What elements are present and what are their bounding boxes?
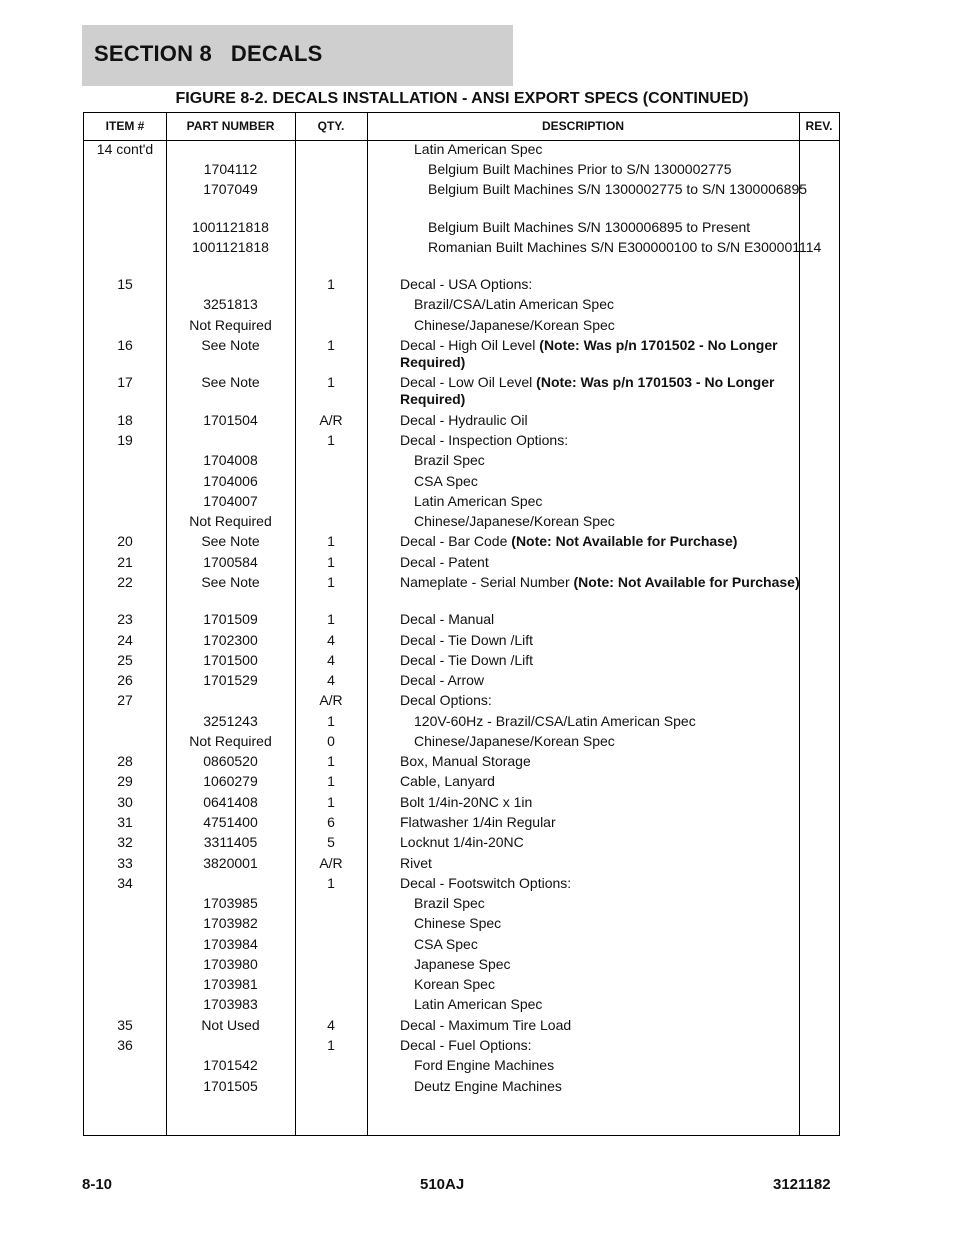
- quantity: A/R: [319, 855, 343, 871]
- description: [367, 773, 810, 790]
- quantity: 1: [327, 713, 335, 729]
- description-text: Decal - Tie Down /Lift: [400, 632, 534, 648]
- item-number: 33: [117, 855, 133, 871]
- part-number: 1701509: [203, 611, 258, 627]
- description-text: Ford Engine Machines: [414, 1057, 555, 1073]
- description-text: Box, Manual Storage: [400, 753, 531, 769]
- part-number: Not Required: [189, 513, 272, 529]
- part-number: Not Required: [189, 317, 272, 333]
- item-number: 25: [117, 652, 133, 668]
- part-number: 1701505: [203, 1078, 258, 1094]
- description-text: Latin American Spec: [414, 493, 543, 509]
- description-text: Decal - Arrow: [400, 672, 485, 688]
- item-number: 23: [117, 611, 133, 627]
- description: [367, 976, 824, 993]
- quantity: 1: [327, 753, 335, 769]
- description: [367, 276, 810, 293]
- item-number: 17: [117, 374, 133, 390]
- quantity: 1: [327, 773, 335, 789]
- part-number: 1001121818: [192, 219, 269, 235]
- description-text: Decal - Tie Down /Lift: [400, 652, 534, 668]
- item-number: 16: [117, 337, 133, 353]
- description-text: Belgium Built Machines S/N 1300002775 to S/N 1300006895: [428, 181, 808, 197]
- quantity: 1: [327, 276, 335, 292]
- description: [367, 493, 824, 510]
- item-number: 24: [117, 632, 133, 648]
- description: [367, 1078, 824, 1095]
- description: [367, 713, 824, 730]
- quantity: 6: [327, 814, 335, 830]
- quantity: 1: [327, 875, 335, 891]
- item-number: 36: [117, 1037, 133, 1053]
- description-text: Decal - Bar Code: [400, 533, 512, 549]
- item-number: 29: [117, 773, 133, 789]
- quantity: 1: [327, 1037, 335, 1053]
- description-text: Brazil Spec: [414, 452, 485, 468]
- description: [367, 533, 810, 550]
- part-number: 1703985: [203, 895, 258, 911]
- description: [367, 513, 824, 530]
- description: [367, 692, 810, 709]
- header-qty: QTY.: [317, 119, 345, 133]
- description: [367, 956, 824, 973]
- quantity: 4: [327, 632, 335, 648]
- quantity: 4: [327, 652, 335, 668]
- description: [367, 672, 810, 689]
- description: [367, 374, 810, 408]
- item-number: 35: [117, 1017, 133, 1033]
- footer-page-number: 8-10: [82, 1176, 113, 1193]
- part-number: 1704008: [203, 452, 258, 468]
- item-number: 27: [117, 692, 133, 708]
- description: [367, 412, 810, 429]
- item-number: 20: [117, 533, 133, 549]
- header-rev: REV.: [805, 119, 833, 133]
- part-number: 3251813: [203, 296, 258, 312]
- description-text: Korean Spec: [414, 976, 495, 992]
- description-text: Belgium Built Machines S/N 1300006895 to Present: [428, 219, 751, 235]
- quantity: 1: [327, 794, 335, 810]
- figure-title: FIGURE 8-2. DECALS INSTALLATION - ANSI EXPORT SPECS (CONTINUED): [175, 90, 749, 107]
- description: [367, 611, 810, 628]
- item-number: 26: [117, 672, 133, 688]
- quantity: 1: [327, 611, 335, 627]
- description: [367, 296, 824, 313]
- part-number: 3820001: [203, 855, 258, 871]
- item-number: 14 cont'd: [96, 141, 154, 157]
- description: [367, 814, 810, 831]
- description: [367, 141, 824, 158]
- description: [367, 432, 810, 449]
- description-text: Decal Options:: [400, 692, 492, 708]
- description-text: Brazil/CSA/Latin American Spec: [414, 296, 614, 312]
- description: [367, 574, 810, 591]
- part-number: See Note: [201, 533, 260, 549]
- item-number: 15: [117, 276, 133, 292]
- description: [367, 834, 810, 851]
- description-note: (Note: Not Available for Purchase): [573, 574, 800, 590]
- description-text: Decal - Patent: [400, 554, 489, 570]
- item-number: 21: [117, 554, 133, 570]
- part-number: 1703982: [203, 915, 258, 931]
- description-note: (Note: Not Available for Purchase): [511, 533, 738, 549]
- description: [367, 1037, 810, 1054]
- footer-doc-number: 3121182: [773, 1176, 831, 1193]
- description: [367, 554, 810, 571]
- part-number: 1704006: [203, 473, 258, 489]
- part-number: See Note: [201, 374, 260, 390]
- section-title: SECTION 8 DECALS: [94, 41, 323, 66]
- part-number: See Note: [201, 337, 260, 353]
- description-text: Romanian Built Machines S/N E300000100 to S/N E300001114: [428, 239, 822, 255]
- item-number: 34: [117, 875, 133, 891]
- part-number: 1703983: [203, 996, 258, 1012]
- description-note: (Note: Was p/n 1701503 - No Longer Required): [400, 374, 775, 407]
- description-note: (Note: Was p/n 1701502 - No Longer Required): [400, 337, 778, 370]
- description-text: Cable, Lanyard: [400, 773, 495, 789]
- part-number: See Note: [201, 574, 260, 590]
- item-number: 22: [117, 574, 133, 590]
- quantity: 0: [327, 733, 335, 749]
- description-text: Decal - High Oil Level: [400, 337, 540, 353]
- part-number: 1707049: [203, 181, 258, 197]
- description: [367, 1017, 810, 1034]
- quantity: 5: [327, 834, 335, 850]
- part-number: 1701504: [203, 412, 258, 428]
- description-text: Flatwasher 1/4in Regular: [400, 814, 556, 830]
- part-number: 1703984: [203, 936, 258, 952]
- part-number: 3251243: [203, 713, 258, 729]
- description: [367, 161, 838, 178]
- part-number: 3311405: [203, 834, 258, 850]
- description: [367, 875, 810, 892]
- description-text: Decal - USA Options:: [400, 276, 533, 292]
- description: [367, 219, 838, 236]
- part-number: Not Used: [201, 1017, 260, 1033]
- part-number: 0860520: [203, 753, 258, 769]
- description-text: Decal - Hydraulic Oil: [400, 412, 528, 428]
- description-text: Brazil Spec: [414, 895, 485, 911]
- description: [367, 652, 810, 669]
- part-number: 1001121818: [192, 239, 269, 255]
- part-number: Not Required: [189, 733, 272, 749]
- quantity: 4: [327, 1017, 335, 1033]
- description-text: Decal - Footswitch Options:: [400, 875, 572, 891]
- description-text: Bolt 1/4in-20NC x 1in: [400, 794, 533, 810]
- description-text: Chinese Spec: [414, 915, 502, 931]
- item-number: 30: [117, 794, 133, 810]
- description-text: Decal - Low Oil Level: [400, 374, 537, 390]
- description: [367, 855, 810, 872]
- description-text: Decal - Maximum Tire Load: [400, 1017, 572, 1033]
- description: [367, 794, 810, 811]
- description-text: 120V-60Hz - Brazil/CSA/Latin American Spec: [414, 713, 696, 729]
- description: [367, 317, 824, 334]
- header-part-number: PART NUMBER: [186, 119, 275, 133]
- quantity: A/R: [319, 692, 343, 708]
- part-number: 1701542: [203, 1057, 258, 1073]
- description: [367, 915, 824, 932]
- description: [367, 996, 824, 1013]
- description-text: CSA Spec: [414, 936, 478, 952]
- item-number: 18: [117, 412, 133, 428]
- description: [367, 733, 824, 750]
- quantity: 1: [327, 432, 335, 448]
- item-number: 31: [117, 814, 133, 830]
- description-text: Deutz Engine Machines: [414, 1078, 562, 1094]
- quantity: 1: [327, 554, 335, 570]
- description: [367, 753, 810, 770]
- item-number: 32: [117, 834, 133, 850]
- description: [367, 895, 824, 912]
- description-text: Japanese Spec: [414, 956, 511, 972]
- part-number: 1703980: [203, 956, 258, 972]
- description: [367, 239, 838, 256]
- description: [367, 181, 838, 198]
- header-description: DESCRIPTION: [541, 119, 624, 133]
- header-item: ITEM #: [105, 119, 145, 133]
- description: [367, 473, 824, 490]
- part-number: 1702300: [203, 632, 258, 648]
- description-text: Belgium Built Machines Prior to S/N 1300002775: [428, 161, 732, 177]
- description-text: Latin American Spec: [414, 141, 543, 157]
- quantity: 4: [327, 672, 335, 688]
- quantity: 1: [327, 337, 335, 353]
- description-text: Decal - Manual: [400, 611, 495, 627]
- part-number: 1704007: [203, 493, 258, 509]
- description-text: Nameplate - Serial Number: [400, 574, 574, 590]
- part-number: 1701500: [203, 652, 258, 668]
- description-text: Decal - Fuel Options:: [400, 1037, 532, 1053]
- part-number: 1701529: [203, 672, 258, 688]
- description-text: Decal - Inspection Options:: [400, 432, 569, 448]
- description-text: CSA Spec: [414, 473, 478, 489]
- item-number: 19: [117, 432, 133, 448]
- part-number: 4751400: [203, 814, 258, 830]
- description: [367, 632, 810, 649]
- description: [367, 452, 824, 469]
- footer-model: 510AJ: [420, 1176, 465, 1193]
- part-number: 1704112: [203, 161, 258, 177]
- quantity: 1: [327, 574, 335, 590]
- item-number: 28: [117, 753, 133, 769]
- part-number: 0641408: [203, 794, 258, 810]
- description: [367, 337, 810, 371]
- description-text: Chinese/Japanese/Korean Spec: [414, 513, 615, 529]
- description-text: Rivet: [400, 855, 432, 871]
- quantity: 1: [327, 374, 335, 390]
- description-text: Locknut 1/4in-20NC: [400, 834, 524, 850]
- description: [367, 936, 824, 953]
- quantity: 1: [327, 533, 335, 549]
- description: [367, 1057, 824, 1074]
- description-text: Chinese/Japanese/Korean Spec: [414, 733, 615, 749]
- parts-table: [83, 112, 840, 1136]
- quantity: A/R: [319, 412, 343, 428]
- part-number: 1060279: [203, 773, 258, 789]
- part-number: 1703981: [203, 976, 258, 992]
- part-number: 1700584: [203, 554, 258, 570]
- description-text: Chinese/Japanese/Korean Spec: [414, 317, 615, 333]
- description-text: Latin American Spec: [414, 996, 543, 1012]
